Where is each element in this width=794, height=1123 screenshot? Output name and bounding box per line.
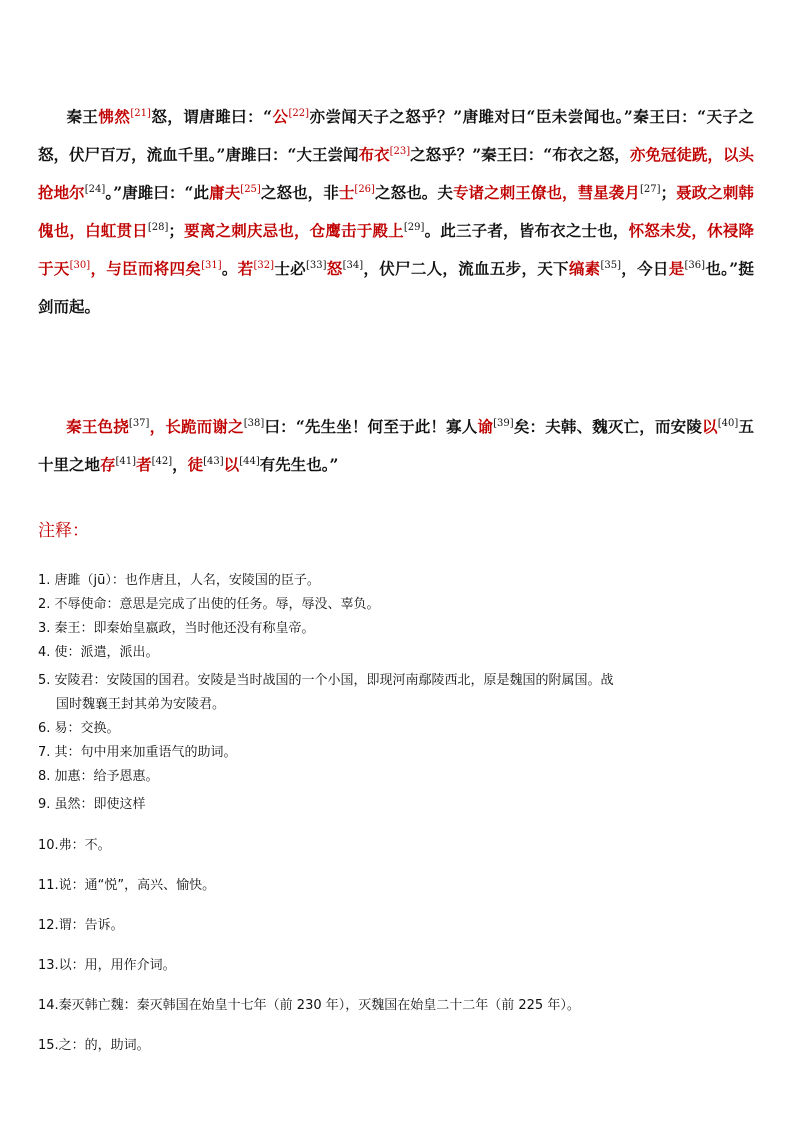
text-span: 。 bbox=[221, 259, 238, 278]
note-item-5-continued bbox=[38, 694, 758, 716]
note-continuation: 国时魏襄王封其弟为安陵君。 bbox=[56, 697, 226, 712]
text-span: 亦尝闻天子之怒乎？”唐雎对曰“臣未尝闻也。”秦王曰：“天子之怒，伏尸百万，流血千里。”唐雎曰：“大王尝闻 bbox=[38, 107, 754, 164]
text-span: 之怒乎？”秦王曰：“布衣之怒， bbox=[410, 145, 630, 164]
note-item-5: 5. 安陵君：安陵国的国君。安陵是当时战国的一个小国，即现河南鄢陵西北，原是魏国的附属国。战 bbox=[38, 673, 614, 688]
highlighted-word: 是 bbox=[668, 259, 685, 278]
footnote-ref: [29] bbox=[403, 222, 425, 233]
highlighted-word: 谕 bbox=[477, 417, 494, 436]
footnote-ref: [35] bbox=[600, 260, 621, 271]
highlighted-word: 庸夫 bbox=[209, 183, 241, 202]
text-span: 也。”挺剑而起。 bbox=[38, 259, 754, 316]
highlighted-phrase: 要离之刺庆忌也，仓鹰击于殿上 bbox=[183, 221, 404, 240]
footnote-ref: [26] bbox=[354, 184, 375, 195]
footnote-ref: [38] bbox=[243, 418, 265, 429]
footnote-ref: [33] bbox=[305, 260, 327, 271]
footnote-ref: [41] bbox=[115, 456, 137, 467]
note-item-13: 13.以：用，用作介词。 bbox=[38, 958, 176, 973]
highlighted-phrase: 聂政之刺韩傀也，白虹贯日 bbox=[38, 183, 754, 240]
footnote-ref: [42] bbox=[151, 456, 173, 467]
footnote-ref: [23] bbox=[389, 146, 411, 157]
text-span: ； bbox=[168, 221, 184, 240]
footnote-ref: [30] bbox=[69, 260, 91, 271]
text-span: ， bbox=[172, 455, 188, 474]
text-span: ，伏尸二人，流血五步，天下 bbox=[363, 259, 569, 278]
note-item-11: 11.说：通“悦”，高兴、愉快。 bbox=[38, 878, 216, 893]
note-item-3: 3. 秦王：即秦始皇嬴政，当时他还没有称皇帝。 bbox=[38, 621, 315, 636]
text-span: ； bbox=[660, 183, 676, 202]
note-item-14: 14.秦灭韩亡魏：秦灭韩国在始皇十七年（前 230 年），灭魏国在始皇二十二年（前 225 年）。 bbox=[38, 998, 580, 1013]
text-span: 。”唐雎曰：“此 bbox=[105, 183, 210, 202]
highlighted-word: 者 bbox=[136, 455, 152, 474]
note-item-12: 12.谓：告诉。 bbox=[38, 918, 124, 933]
highlighted-word: 徒 bbox=[187, 455, 204, 474]
note-item-1: 1. 唐雎（jū）：也作唐且，人名，安陵国的臣子。 bbox=[38, 573, 320, 588]
highlighted-word: 缟素 bbox=[568, 259, 601, 278]
highlighted-word: 以 bbox=[223, 455, 240, 474]
footnote-ref: [32] bbox=[253, 260, 275, 271]
highlighted-word: 以 bbox=[702, 417, 718, 436]
text-span: 之怒也。夫 bbox=[374, 183, 453, 202]
footnote-ref: [28] bbox=[147, 222, 169, 233]
passage-paragraph-1 bbox=[38, 98, 754, 326]
footnote-ref: [24] bbox=[84, 184, 106, 195]
text-span: ，今日 bbox=[620, 259, 669, 278]
footnote-ref: [43] bbox=[203, 456, 224, 467]
note-item-7: 7. 其：句中用来加重语气的助词。 bbox=[38, 745, 237, 760]
highlighted-word: 怫然 bbox=[98, 107, 131, 126]
footnote-ref: [44] bbox=[239, 456, 260, 467]
note-item-9: 9. 虽然：即使这样 bbox=[38, 797, 146, 812]
text-span: 秦王 bbox=[66, 107, 99, 126]
footnote-ref: [39] bbox=[493, 418, 514, 429]
note-item-6: 6. 易：交换。 bbox=[38, 721, 120, 736]
text-span: 。此三子者，皆布衣之士也， bbox=[424, 221, 629, 240]
notes-heading: 注释： bbox=[38, 521, 89, 541]
text-span: 曰：“先生坐！何至于此！寡人 bbox=[264, 417, 478, 436]
footnote-ref: [36] bbox=[684, 260, 706, 271]
text-span: 士必 bbox=[274, 259, 306, 278]
highlighted-phrase: 专诸之刺王僚也，彗星袭月 bbox=[452, 183, 640, 202]
note-item-4: 4. 使：派遣，派出。 bbox=[38, 645, 159, 660]
footnote-ref: [25] bbox=[240, 184, 261, 195]
highlighted-word: 布衣 bbox=[358, 145, 390, 164]
highlighted-word: 怒 bbox=[326, 259, 343, 278]
footnote-ref: [27] bbox=[639, 184, 661, 195]
text-span: 五十里之地 bbox=[38, 417, 754, 474]
highlighted-word: 公 bbox=[272, 107, 289, 126]
text-span: 怒，谓唐雎曰：“ bbox=[150, 107, 273, 126]
footnote-ref: [21] bbox=[130, 108, 151, 119]
passage-paragraph-2 bbox=[38, 408, 754, 484]
text-span: 矣：夫韩、魏灭亡，而安陵 bbox=[513, 417, 703, 436]
footnote-ref: [37] bbox=[128, 418, 150, 429]
footnote-ref: [22] bbox=[288, 108, 310, 119]
highlighted-phrase: 秦王色挠 bbox=[66, 417, 129, 436]
text-span: 有先生也。” bbox=[259, 455, 339, 474]
highlighted-word: 士 bbox=[338, 183, 355, 202]
note-item-8: 8. 加惠：给予恩惠。 bbox=[38, 769, 159, 784]
note-item-10: 10.弗：不。 bbox=[38, 838, 111, 853]
highlighted-phrase: 怀怒未发，休祲降于天 bbox=[38, 221, 754, 278]
note-item-15: 15.之：的，助词。 bbox=[38, 1038, 150, 1053]
highlighted-word: 若 bbox=[237, 259, 254, 278]
highlighted-phrase: 亦免冠徒跣，以头抢地尔 bbox=[38, 145, 754, 202]
footnote-ref: [40] bbox=[717, 418, 739, 429]
highlighted-phrase: ，与臣而将四矣 bbox=[90, 259, 202, 278]
highlighted-phrase: ，长跪而谢之 bbox=[149, 417, 244, 436]
footnote-ref: [31] bbox=[201, 260, 222, 271]
footnote-ref: [34] bbox=[342, 260, 364, 271]
note-item-2: 2. 不辱使命：意思是完成了出使的任务。辱，辱没、辜负。 bbox=[38, 597, 380, 612]
highlighted-word: 存 bbox=[100, 455, 116, 474]
text-span: 之怒也，非 bbox=[260, 183, 339, 202]
